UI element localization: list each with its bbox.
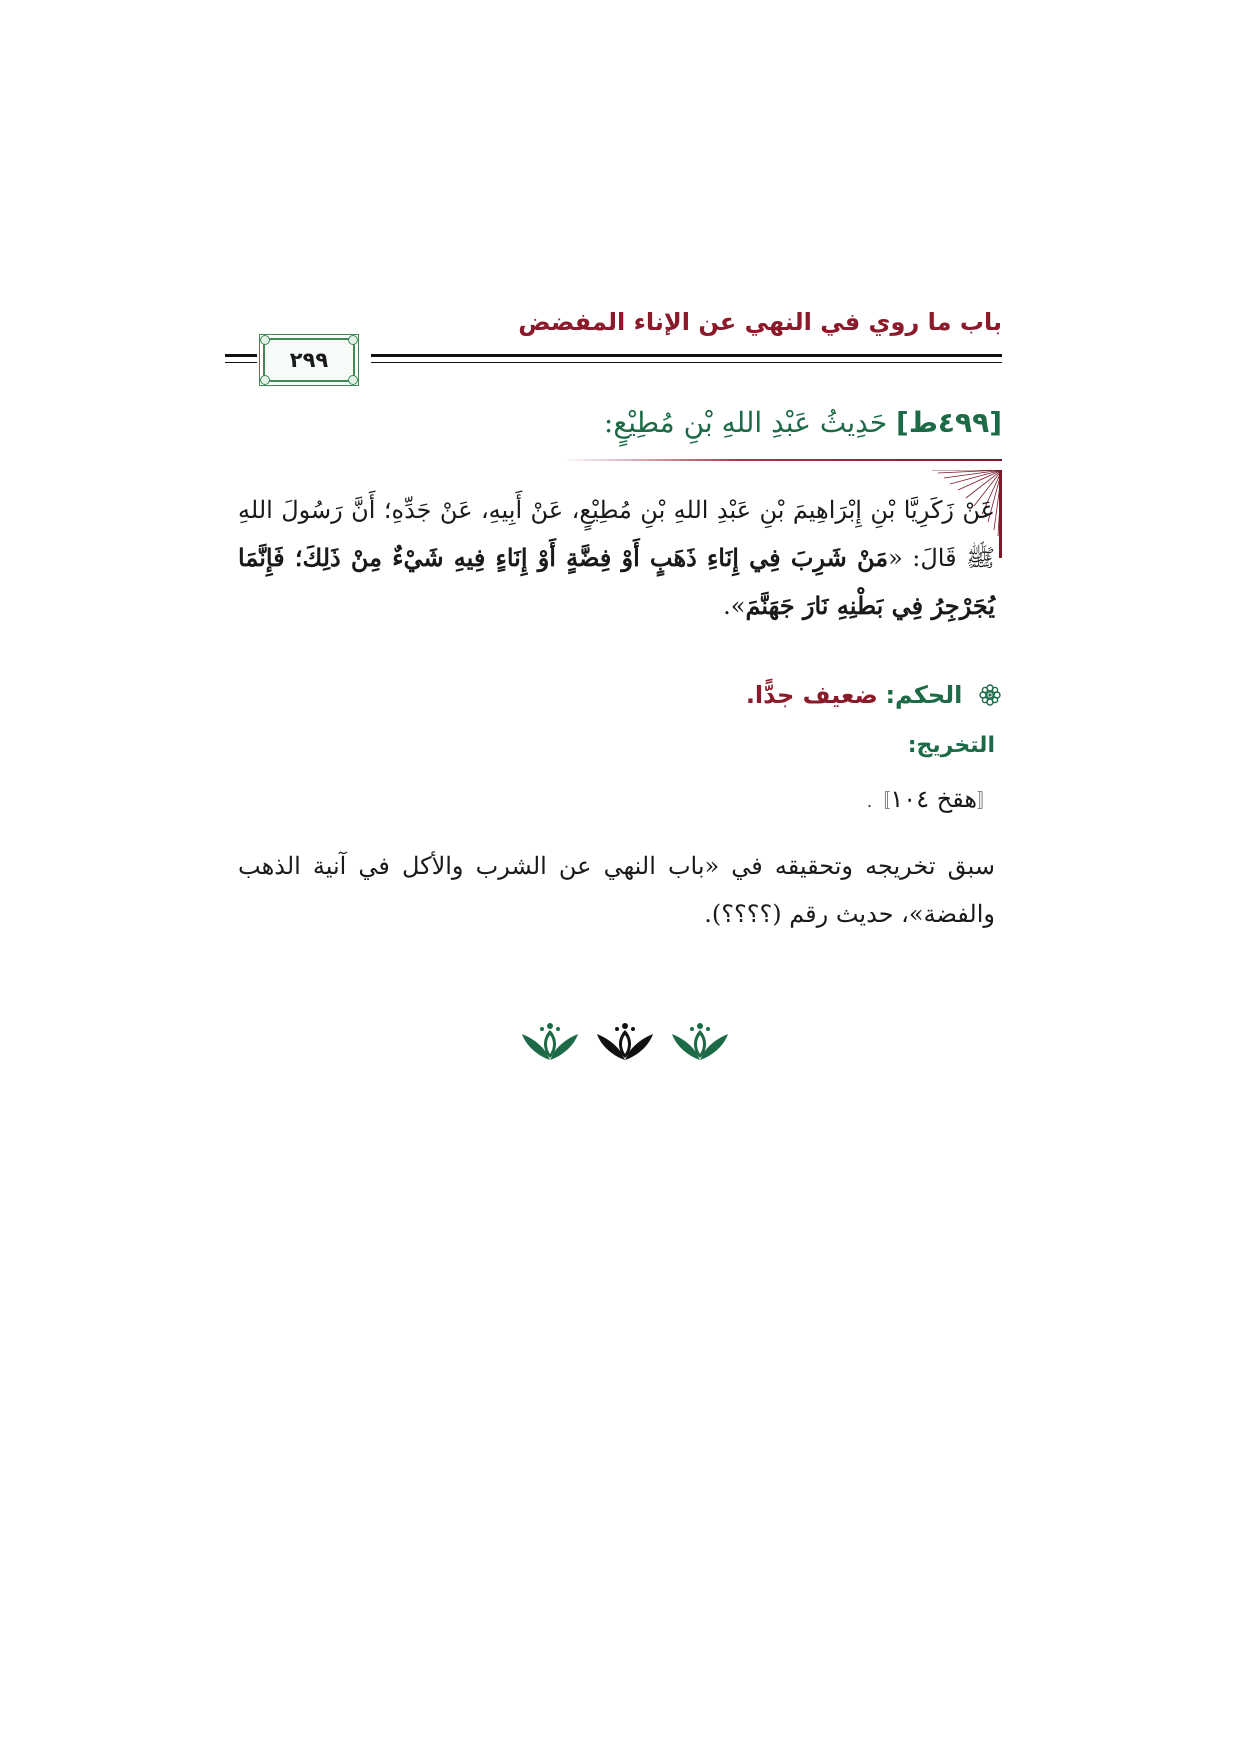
hadith-number: [٤٩٩ط]	[896, 406, 1002, 439]
verdict-line	[302, 672, 1002, 718]
end-ornament	[520, 1020, 730, 1064]
lotus-ornament-icon	[520, 1020, 580, 1064]
takhrij-title: التخريج:	[907, 733, 995, 758]
hadith-text	[238, 486, 995, 630]
side-accent-bar	[999, 470, 1002, 558]
hadith-title: حَدِيثُ عَبْدِ اللهِ بْنِ مُطِيْعٍ:	[603, 406, 888, 439]
code-bracket-close: 〛.	[866, 791, 891, 812]
page-number: ٢٩٩	[289, 348, 329, 372]
heading-underline	[562, 459, 1002, 461]
verdict-label: الحكم:	[885, 681, 963, 709]
header-rule	[371, 354, 1002, 363]
source-code: هقخ ١٠٤	[890, 785, 977, 813]
verdict-value: ضعيف جدًّا.	[745, 681, 878, 709]
hadith-heading	[302, 400, 1002, 446]
hadith-matn: مَنْ شَرِبَ فِي إِنَاءِ ذَهَبٍ أَوْ فِضَّةٍ أَوْ إِنَاءٍ فِيهِ شَيْءٌ مِنْ ذَلِكَ؛ فَإِنَّمَا يُجَرْجِرُ فِي بَطْنِهِ نَارَ جَهَنَّمَ	[238, 543, 995, 620]
running-header-title: باب ما روي في النهي عن الإناء المفضض	[518, 308, 1002, 336]
flower-rosette-icon	[978, 683, 1002, 707]
page-number-frame	[263, 338, 355, 382]
header-rule-short	[225, 354, 257, 363]
hadith-isnad: عَنْ زَكَرِيَّا بْنِ إِبْرَاهِيمَ بْنِ عَبْدِ اللهِ بْنِ مُطِيْعٍ، عَنْ أَبِيهِ، عَنْ جَدِّهِ؛ أَنَّ رَسُولَ اللهِ ﷺ قَالَ: «	[238, 496, 996, 572]
lotus-ornament-icon	[670, 1020, 730, 1064]
takhrij-text: سبق تخريجه وتحقيقه في «باب النهي عن الشرب والأكل في آنية الذهب والفضة»، حديث رقم (؟؟؟؟).	[238, 852, 995, 928]
lotus-ornament-icon	[595, 1020, 655, 1064]
hadith-closing: ».	[723, 592, 746, 620]
source-code-line	[867, 776, 995, 825]
code-bracket-open: 〚	[977, 791, 995, 812]
